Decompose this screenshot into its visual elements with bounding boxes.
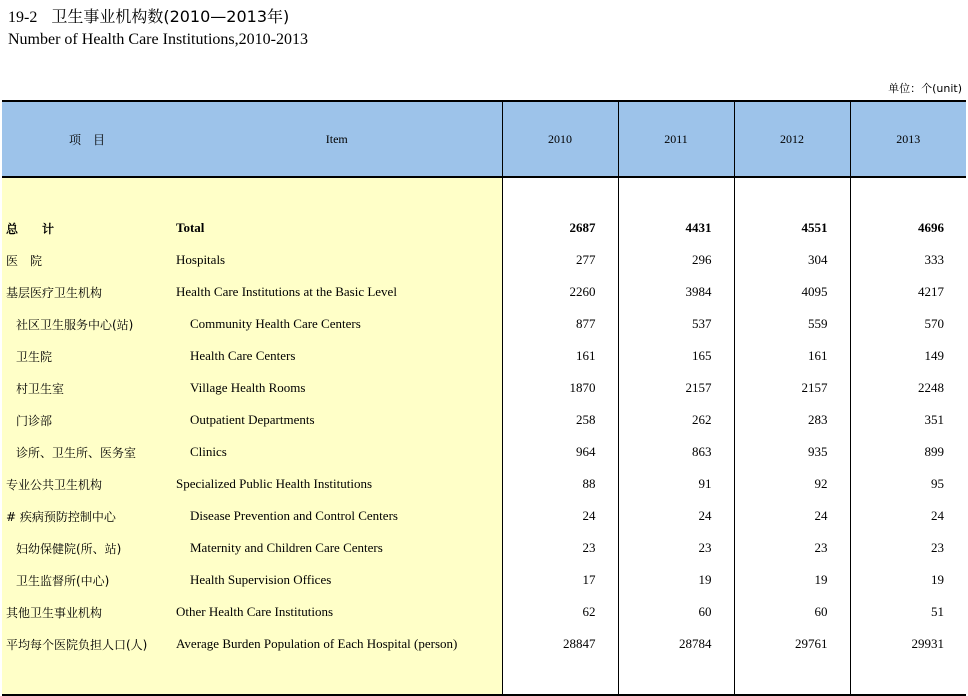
table-row: [2, 244, 966, 276]
row-value-2013: 899: [850, 436, 966, 468]
row-value-2012: 4095: [734, 276, 850, 308]
page-title-english: Number of Health Care Institutions,2010-2013: [8, 31, 308, 48]
row-value-2012: 92: [734, 468, 850, 500]
table-row: [2, 372, 966, 404]
bottom-cell-2010: [502, 660, 618, 695]
row-label-cn: 卫生监督所(中心): [2, 564, 172, 596]
row-value-2010: 964: [502, 436, 618, 468]
title-chinese-text: 卫生事业机构数(2010—2013年): [51, 7, 290, 26]
row-label-en: Community Health Care Centers: [172, 308, 502, 340]
row-value-2012: 23: [734, 532, 850, 564]
row-value-2010: 62: [502, 596, 618, 628]
header-year-2010: 2010: [502, 101, 618, 177]
row-label-cn: 社区卫生服务中心(站): [2, 308, 172, 340]
row-label-en: Other Health Care Institutions: [172, 596, 502, 628]
row-value-2013: 570: [850, 308, 966, 340]
header-item-chinese: 项 目: [2, 101, 172, 177]
row-value-2011: 24: [618, 500, 734, 532]
row-value-2010: 23: [502, 532, 618, 564]
row-label-en: Average Burden Population of Each Hospital (person): [172, 628, 502, 660]
row-value-2011: 262: [618, 404, 734, 436]
row-value-2012: 935: [734, 436, 850, 468]
row-value-2011: 863: [618, 436, 734, 468]
row-value-2013: 4217: [850, 276, 966, 308]
unit-note: 单位：个(unit): [888, 82, 962, 95]
table-row: [2, 340, 966, 372]
row-value-2010: 88: [502, 468, 618, 500]
row-value-2011: 91: [618, 468, 734, 500]
row-label-cn: 专业公共卫生机构: [2, 468, 172, 500]
row-value-2011: 165: [618, 340, 734, 372]
table-row: [2, 564, 966, 596]
row-label-cn: 门诊部: [2, 404, 172, 436]
bottom-cell-2012: [734, 660, 850, 695]
table-row: [2, 468, 966, 500]
row-value-2013: 19: [850, 564, 966, 596]
row-value-2011: 537: [618, 308, 734, 340]
row-value-2012: 559: [734, 308, 850, 340]
row-value-2010: 1870: [502, 372, 618, 404]
page-title-chinese: [8, 4, 289, 27]
row-label-en: Clinics: [172, 436, 502, 468]
row-value-2011: 3984: [618, 276, 734, 308]
spacer-cell-2010: [502, 177, 618, 212]
row-label-cn: 诊所、卫生所、医务室: [2, 436, 172, 468]
row-value-2012: 29761: [734, 628, 850, 660]
row-value-2012: 4551: [734, 212, 850, 244]
row-value-2010: 17: [502, 564, 618, 596]
table-number: 19-2: [8, 9, 38, 26]
spacer-cell-cn: [2, 177, 172, 212]
row-label-cn: 总 计: [2, 212, 172, 244]
row-value-2013: 29931: [850, 628, 966, 660]
row-label-en: Specialized Public Health Institutions: [172, 468, 502, 500]
row-label-cn: 平均每个医院负担人口(人): [2, 628, 172, 660]
table-row: [2, 500, 966, 532]
row-value-2011: 2157: [618, 372, 734, 404]
table-row: [2, 596, 966, 628]
row-value-2013: 95: [850, 468, 966, 500]
row-value-2012: 283: [734, 404, 850, 436]
row-label-en: Village Health Rooms: [172, 372, 502, 404]
row-value-2011: 28784: [618, 628, 734, 660]
table-spacer-row: [2, 177, 966, 212]
spacer-cell-2011: [618, 177, 734, 212]
row-label-en: Maternity and Children Care Centers: [172, 532, 502, 564]
row-value-2010: 2687: [502, 212, 618, 244]
row-value-2011: 23: [618, 532, 734, 564]
row-value-2012: 24: [734, 500, 850, 532]
table-row: [2, 628, 966, 660]
row-label-cn: 医 院: [2, 244, 172, 276]
header-year-2011: 2011: [618, 101, 734, 177]
row-value-2010: 24: [502, 500, 618, 532]
row-value-2011: 296: [618, 244, 734, 276]
row-value-2010: 2260: [502, 276, 618, 308]
bottom-cell-cn: [2, 660, 172, 695]
row-label-en: Disease Prevention and Control Centers: [172, 500, 502, 532]
row-value-2013: 51: [850, 596, 966, 628]
spacer-cell-2013: [850, 177, 966, 212]
row-label-cn: 妇幼保健院(所、站): [2, 532, 172, 564]
header-item-english: Item: [172, 101, 502, 177]
row-label-en: Health Supervision Offices: [172, 564, 502, 596]
row-label-cn: 卫生院: [2, 340, 172, 372]
spacer-cell-2012: [734, 177, 850, 212]
row-label-cn: 基层医疗卫生机构: [2, 276, 172, 308]
row-label-cn: 其他卫生事业机构: [2, 596, 172, 628]
row-value-2011: 60: [618, 596, 734, 628]
row-value-2010: 277: [502, 244, 618, 276]
table-row: [2, 436, 966, 468]
header-year-2013: 2013: [850, 101, 966, 177]
row-label-en: Hospitals: [172, 244, 502, 276]
table-row: [2, 404, 966, 436]
table-bottom-row: [2, 660, 966, 695]
table-row: [2, 276, 966, 308]
row-value-2012: 161: [734, 340, 850, 372]
row-value-2011: 4431: [618, 212, 734, 244]
row-value-2011: 19: [618, 564, 734, 596]
spacer-cell-en: [172, 177, 502, 212]
row-value-2010: 28847: [502, 628, 618, 660]
row-value-2012: 19: [734, 564, 850, 596]
row-label-cn: 村卫生室: [2, 372, 172, 404]
row-value-2012: 60: [734, 596, 850, 628]
row-value-2010: 258: [502, 404, 618, 436]
row-value-2013: 24: [850, 500, 966, 532]
row-value-2013: 333: [850, 244, 966, 276]
table-row: [2, 212, 966, 244]
table-row: [2, 532, 966, 564]
bottom-cell-en: [172, 660, 502, 695]
row-value-2013: 149: [850, 340, 966, 372]
row-value-2013: 23: [850, 532, 966, 564]
table-header-row: [2, 101, 966, 177]
row-label-en: Outpatient Departments: [172, 404, 502, 436]
row-label-cn: # 疾病预防控制中心: [2, 500, 172, 532]
row-value-2010: 877: [502, 308, 618, 340]
row-value-2013: 2248: [850, 372, 966, 404]
health-institutions-table: [2, 100, 966, 696]
bottom-cell-2011: [618, 660, 734, 695]
row-label-en: Health Care Institutions at the Basic Level: [172, 276, 502, 308]
bottom-cell-2013: [850, 660, 966, 695]
table-row: [2, 308, 966, 340]
row-label-en: Health Care Centers: [172, 340, 502, 372]
row-label-en: Total: [172, 212, 502, 244]
header-year-2012: 2012: [734, 101, 850, 177]
row-value-2012: 304: [734, 244, 850, 276]
row-value-2013: 4696: [850, 212, 966, 244]
row-value-2010: 161: [502, 340, 618, 372]
row-value-2012: 2157: [734, 372, 850, 404]
row-value-2013: 351: [850, 404, 966, 436]
